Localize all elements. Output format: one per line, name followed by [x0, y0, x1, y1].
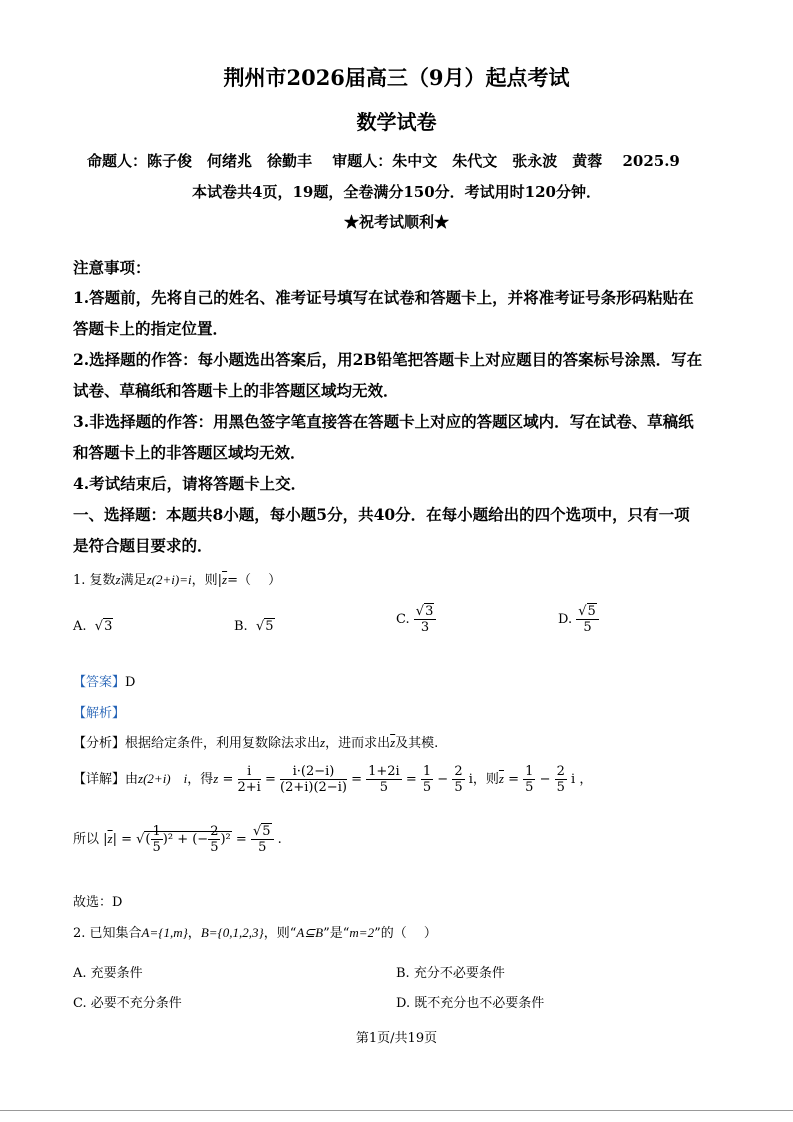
q2-option-b: B. 充分不必要条件 — [396, 966, 505, 981]
q2-option-c: C. 必要不充分条件 — [73, 996, 182, 1011]
q1-option-c: C. $\frac{√3}{3}$ — [396, 604, 436, 635]
note-1b: 答题卡上的指定位置． — [73, 319, 229, 338]
notes-heading: 注意事项： — [73, 258, 151, 277]
exam-subject: 数学试卷 — [356, 110, 437, 134]
q1-option-d: D. $\frac{√5}{5}$ — [558, 604, 599, 635]
section1-line-b: 是符合题目要求的． — [73, 536, 213, 555]
q1-detail: 【详解】由z(2+i) i，得z = $\frac{i}{2+i}$ = $\frac{i\cdot(2-i)}{(2+i)(2-i)}$ = $\frac{1+2i}{5}$ = $\frac{1}{5}$ − $\frac{2}{5}$ i，则$\overline{z}$ = $\frac{1}{5}$ − $\frac{2}{5}$ i ， — [73, 764, 593, 795]
note-3a: 3.非选择题的作答：用黑色签字笔直接答在答题卡上对应的答题区域内．写在试卷、草稿纸 — [73, 412, 694, 431]
section1-line-a: 一、选择题：本题共8小题，每小题5分，共40分．在每小题给出的四个选项中，只有一项 — [73, 505, 690, 524]
q1-choose: 故选：D — [73, 895, 123, 910]
q1-stem: 1. 复数z满足z(2+i)=i，则$|\overline{z}=$（ ） — [73, 572, 282, 588]
q1-answer: 【答案】D — [73, 675, 136, 690]
q2-stem: 2. 已知集合A={1,m}，B={0,1,2,3}，则“A⊆B”是“m=2”的（ ） — [73, 925, 437, 941]
note-3b: 和答题卡上的非答题区域均无效． — [73, 443, 306, 462]
q1-option-a: A. √3 — [73, 619, 113, 634]
q1-analysis-tag: 【解析】 — [73, 706, 126, 721]
q1-fenxi: 【分析】根据给定条件，利用复数除法求出z，进而求出$\overline{z}$及其模. — [73, 735, 439, 751]
exam-info: 本试卷共4页，19题，全卷满分150分．考试用时120分钟． — [192, 183, 601, 201]
note-4: 4.考试结束后，请将答题卡上交． — [73, 474, 307, 493]
note-2a: 2.选择题的作答：每小题选出答案后，用2B铅笔把答题卡上对应题目的答案标号涂黑．写在 — [73, 350, 703, 369]
q1-conclusion: 所以 $|\overline{z}|$ = √( $\frac{1}{5}$ )² + (− $\frac{2}{5}$ )² = $\frac{√5}{5}$ . — [73, 824, 282, 855]
q2-option-a: A. 充要条件 — [73, 966, 143, 981]
note-2b: 试卷、草稿纸和答题卡上的非答题区域均无效． — [73, 381, 399, 400]
q2-option-d: D. 既不充分也不必要条件 — [396, 996, 545, 1011]
page-bottom-divider — [0, 1110, 793, 1111]
exam-wish: ★祝考试顺利★ — [343, 213, 449, 231]
exam-authors: 命题人：陈子俊 何绪兆 徐勤丰 审题人：朱中文 朱代文 张永波 黄蓉 2025.9 — [87, 152, 680, 170]
q1-option-b: B. √5 — [234, 619, 274, 634]
exam-title: 荆州市2026届高三（9月）起点考试 — [223, 65, 570, 90]
page-footer: 第1页/共19页 — [355, 1031, 438, 1046]
note-1a: 1.答题前，先将自己的姓名、准考证号填写在试卷和答题卡上，并将准考证号条形码粘贴在 — [73, 288, 694, 307]
